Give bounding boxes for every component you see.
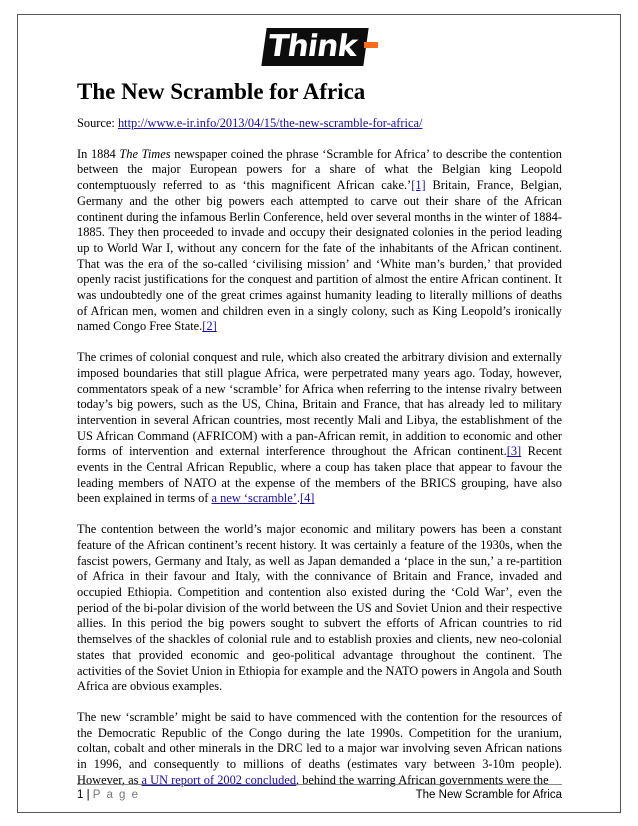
page-indicator: [77, 789, 140, 801]
p1-newspaper-name: The Times: [119, 146, 171, 161]
new-scramble-link[interactable]: a new ‘scramble’: [211, 491, 297, 506]
p1-text-c: Britain, France, Belgian, Germany and the other big powers each attempted to carve out their share of the African continent during the infamous Berlin Conference, held over several months in the winter of 1884-1885. They then proceeded to invade and occupy their designated colonies in the period leading up to World War I, without any concern for the fate of the inhabitants of the African continent. That was the era of the so-called ‘civilising mission’ and ‘White man’s burden,’ that provided openly racist justifications for the conquest and partition of almost the entire African continent. It was undoubtedly one of the great crimes against humanity leading to literally millions of deaths of African men, women and children even in a singly colony, such as King Leopold’s ironically named Congo Free State.: [77, 178, 562, 334]
page-number: 1: [77, 789, 84, 801]
p2-text-a: The crimes of colonial conquest and rule, which also created the arbitrary division and externally imposed boundaries that still plague Africa, were perpetrated many years ago. Today, however, commentators speak of a new ‘scramble’ for Africa when referring to the intense rivalry between today’s big powers, such as the US, China, Britain and France, that has already led to military intervention in several African countries, most recently Mali and Libya, the establishment of the US African Command (AFRICOM) with a pan-African remit, in addition to economic and other forms of intervention and external interference throughout the African continent.: [77, 350, 562, 459]
page-label: P a g e: [92, 789, 140, 801]
source-line: [77, 116, 562, 132]
source-label: Source:: [77, 116, 118, 130]
footnote-link-2[interactable]: [2]: [202, 319, 217, 334]
paragraph-2: [77, 350, 562, 507]
paragraph-4: [77, 710, 562, 789]
page-title: The New Scramble for Africa: [77, 79, 366, 104]
think-logo: [264, 27, 376, 67]
p4-text-a: The new ‘scramble’ might be said to have commenced with the contention for the resources of the Democratic Republic of the Congo during the late 1990s. Competition for the uranium, coltan, cobalt and other minerals in the DRC led to a major war involving seven African nations in 1996, and consequently to millions of deaths (estimates vary between 3-10m people). However, as: [77, 709, 562, 787]
p2-text-c: .: [296, 491, 300, 506]
p1-text-a: In 1884: [77, 146, 120, 161]
article-body: [77, 78, 562, 803]
paragraph-1: [77, 147, 562, 335]
p2-text-b: Recent events in the Central African Republic, where a coup has taken place that appear to favour the leading members of NATO at the expense of the members of the BRICS grouping, have also been explained in terms of: [77, 444, 562, 506]
p1-text-b: newspaper coined the phrase ‘Scramble for Africa’ to describe the contention between the major European powers for a share of what the Belgian king Leopold contemptuously referred to as ‘this magnificent African cake.’: [77, 146, 562, 193]
paragraph-3: The contention between the world’s major economic and military powers has been a constant feature of the African continent’s recent history. It was certainly a feature of the 1930s, when the fascist powers, Germany and Italy, as well as Japan demanded a ‘place in the sun,’ a re-partition of Africa in their favour and Italy, with the connivance of Britain and France, invaded and occupied Ethiopia. Competition and contention also existed during the ‘Cold War’, even the period of the bi-polar division of the world between the US and Soviet Union and their respective allies. In this period the big powers sought to subvert the efforts of African countries to rid themselves of the shackles of colonial rule and to establish proxies and clients, new neo-colonial states that provided economic and geo-political advantage throughout the continent. The activities of the Soviet Union in Ethiopia for example and the NATO powers in Angola and South Africa are obvious examples.: [77, 522, 562, 694]
footnote-link-4[interactable]: [4]: [299, 491, 315, 506]
logo-accent: [364, 42, 378, 48]
page-footer: [77, 784, 562, 801]
footnote-link-3[interactable]: [3]: [506, 444, 522, 459]
source-link[interactable]: http://www.e-ir.info/2013/04/15/the-new-scramble-for-africa/: [117, 116, 423, 130]
page-separator: |: [83, 789, 93, 801]
footnote-link-1[interactable]: [1]: [411, 178, 426, 193]
p4-text-b: , behind the warring African governments were the: [296, 772, 549, 787]
un-report-link[interactable]: a UN report of 2002 concluded: [141, 772, 297, 787]
running-title: The New Scramble for Africa: [415, 789, 562, 801]
logo-text: Think: [261, 28, 369, 66]
